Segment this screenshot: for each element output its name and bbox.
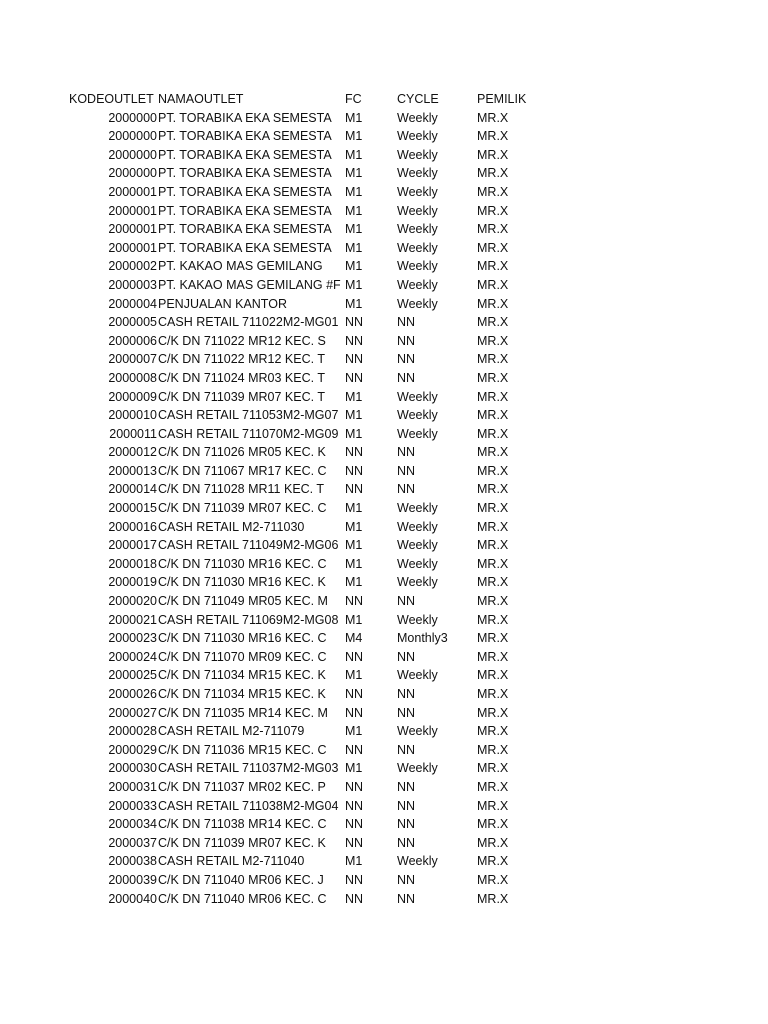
cell-fc[interactable]: M1 [345,259,363,274]
cell-kodeoutlet[interactable]: 2000030 [108,761,157,776]
cell-fc[interactable]: NN [345,352,364,367]
cell-kodeoutlet[interactable]: 2000018 [108,556,157,571]
cell-namaoutlet[interactable]: C/K DN 711035 MR14 KEC. M [158,705,328,720]
cell-pemilik[interactable]: MR.X [477,352,509,367]
cell-pemilik[interactable]: MR.X [477,519,509,534]
cell-pemilik[interactable]: MR.X [477,315,509,330]
cell-fc[interactable]: NN [345,742,364,757]
cell-fc[interactable]: M1 [345,501,363,516]
cell-cycle[interactable]: Weekly [397,184,438,199]
cell-namaoutlet[interactable]: C/K DN 711030 MR16 KEC. K [158,575,326,590]
table-row [0,797,557,816]
table-row [0,462,557,481]
cell-pemilik[interactable]: MR.X [477,779,509,794]
cell-pemilik[interactable]: MR.X [477,612,509,627]
cell-namaoutlet[interactable]: PT. TORABIKA EKA SEMESTA [158,110,332,125]
table-row [0,295,557,314]
cell-kodeoutlet[interactable]: 2000007 [108,352,157,367]
cell-pemilik[interactable]: MR.X [477,110,509,125]
cell-pemilik[interactable]: MR.X [477,817,509,832]
cell-cycle[interactable]: Weekly [397,259,438,274]
cell-namaoutlet[interactable]: PENJUALAN KANTOR [158,296,287,311]
cell-namaoutlet[interactable]: C/K DN 711040 MR06 KEC. C [158,891,327,906]
cell-cycle[interactable]: Weekly [397,556,438,571]
cell-pemilik[interactable]: MR.X [477,222,509,237]
table-row [0,369,557,388]
cell-namaoutlet[interactable]: CASH RETAIL M2-711079 [158,724,305,739]
cell-pemilik[interactable]: MR.X [477,463,509,478]
cell-pemilik[interactable]: MR.X [477,687,509,701]
table-row [0,536,557,555]
cell-namaoutlet[interactable]: PT. TORABIKA EKA SEMESTA [158,147,332,162]
cell-pemilik[interactable]: MR.X [477,203,509,218]
table-row [0,815,557,834]
cell-namaoutlet[interactable]: PT. TORABIKA EKA SEMESTA [158,129,332,144]
cell-kodeoutlet[interactable]: 2000021 [108,612,157,627]
cell-kodeoutlet[interactable]: 2000014 [108,482,157,497]
cell-fc[interactable]: M1 [345,556,363,571]
cell-namaoutlet[interactable]: CASH RETAIL 711038M2-MG04 [158,798,339,813]
cell-namaoutlet[interactable]: C/K DN 711030 MR16 KEC. C [158,631,327,646]
cell-cycle[interactable]: NN [397,315,416,330]
cell-kodeoutlet[interactable]: 2000009 [108,389,157,404]
cell-kodeoutlet[interactable]: 2000020 [108,594,157,609]
table-row [0,220,557,239]
cell-pemilik[interactable]: MR.X [477,742,509,757]
table-row [0,332,557,351]
cell-cycle[interactable]: Weekly [397,203,438,218]
cell-kodeoutlet[interactable]: 2000004 [108,296,157,311]
table-row [0,109,557,128]
cell-cycle[interactable]: NN [397,463,416,478]
cell-fc[interactable]: NN [345,687,364,701]
cell-namaoutlet[interactable]: CASH RETAIL 711069M2-MG08 [158,612,339,627]
cell-pemilik[interactable]: MR.X [477,129,509,144]
cell-fc[interactable]: NN [345,482,364,497]
table-row [0,406,557,425]
table-row [0,257,557,276]
cell-kodeoutlet[interactable]: 2000012 [108,445,157,460]
table-row [0,629,557,648]
cell-pemilik[interactable]: MR.X [477,389,509,404]
cell-cycle[interactable]: NN [397,352,416,367]
cell-kodeoutlet[interactable]: 2000016 [108,519,157,534]
table-row [0,239,557,258]
cell-fc[interactable]: M1 [345,761,363,776]
cell-fc[interactable]: M1 [345,147,363,162]
cell-pemilik[interactable]: MR.X [477,370,509,385]
cell-pemilik[interactable]: MR.X [477,649,509,664]
table-row [0,425,557,444]
cell-kodeoutlet[interactable]: 2000001 [108,240,157,255]
cell-cycle[interactable]: NN [397,687,416,701]
cell-kodeoutlet[interactable]: 2000039 [108,872,157,887]
cell-fc[interactable]: M1 [345,389,363,404]
cell-pemilik[interactable]: MR.X [477,426,509,441]
cell-cycle[interactable]: Weekly [397,519,438,534]
cell-fc[interactable]: NN [345,594,364,609]
cell-namaoutlet[interactable]: C/K DN 711038 MR14 KEC. C [158,817,327,832]
cell-cycle[interactable]: NN [397,594,416,609]
table-row [0,685,557,704]
cell-cycle[interactable]: NN [397,333,416,348]
table-row [0,127,557,146]
cell-kodeoutlet[interactable]: 2000000 [108,110,157,125]
cell-fc[interactable]: M1 [345,426,363,441]
cell-pemilik[interactable]: MR.X [477,445,509,460]
cell-fc[interactable]: NN [345,891,364,906]
cell-namaoutlet[interactable]: C/K DN 711070 MR09 KEC. C [158,649,327,664]
cell-kodeoutlet[interactable]: 2000000 [108,129,157,144]
cell-pemilik[interactable]: MR.X [477,724,509,739]
cell-namaoutlet[interactable]: PT. KAKAO MAS GEMILANG #F [158,277,341,292]
cell-fc[interactable]: NN [345,649,364,664]
cell-fc[interactable]: NN [345,817,364,832]
cell-kodeoutlet[interactable]: 2000002 [108,259,157,274]
cell-cycle[interactable]: Monthly3 [397,631,448,646]
table-row [0,871,557,890]
cell-cycle[interactable]: NN [397,705,416,720]
cell-cycle[interactable]: Weekly [397,575,438,590]
cell-kodeoutlet[interactable]: 2000000 [108,147,157,162]
cell-namaoutlet[interactable]: CASH RETAIL 711049M2-MG06 [158,538,339,553]
table-row [0,183,557,202]
cell-kodeoutlet[interactable]: 2000003 [108,277,157,292]
cell-cycle[interactable]: Weekly [397,408,438,423]
table-row [0,350,557,369]
cell-cycle[interactable]: NN [397,779,416,794]
table-row [0,480,557,499]
cell-cycle[interactable]: Weekly [397,129,438,144]
cell-pemilik[interactable]: MR.X [477,147,509,162]
cell-cycle[interactable]: NN [397,482,416,497]
cell-kodeoutlet[interactable]: 2000025 [108,668,157,683]
table-row [0,555,557,574]
cell-namaoutlet[interactable]: C/K DN 711022 MR12 KEC. S [158,333,326,348]
cell-pemilik[interactable]: MR.X [477,277,509,292]
cell-cycle[interactable]: Weekly [397,668,438,683]
cell-cycle[interactable]: NN [397,872,416,887]
table-row [0,443,557,462]
cell-cycle[interactable]: Weekly [397,761,438,776]
cell-cycle[interactable]: Weekly [397,538,438,553]
cell-fc[interactable]: NN [345,872,364,887]
cell-fc[interactable]: NN [345,779,364,794]
cell-pemilik[interactable]: MR.X [477,259,509,274]
cell-fc[interactable]: M1 [345,203,363,218]
cell-cycle[interactable]: NN [397,742,416,757]
cell-pemilik[interactable]: MR.X [477,556,509,571]
table-row [0,852,557,871]
table-row [0,648,557,667]
cell-kodeoutlet[interactable]: 2000028 [108,724,157,739]
table-body [0,109,557,909]
cell-namaoutlet[interactable]: C/K DN 711030 MR16 KEC. C [158,556,327,571]
cell-kodeoutlet[interactable]: 2000013 [108,463,157,478]
cell-kodeoutlet[interactable]: 2000000 [108,166,157,181]
table-row [0,611,557,630]
cell-cycle[interactable]: Weekly [397,612,438,627]
cell-pemilik[interactable]: MR.X [477,668,509,683]
cell-fc[interactable]: NN [345,463,364,478]
cell-namaoutlet[interactable]: PT. TORABIKA EKA SEMESTA [158,240,332,255]
cell-namaoutlet[interactable]: CASH RETAIL 711022M2-MG01 [158,315,339,330]
cell-fc[interactable]: M1 [345,724,363,739]
cell-namaoutlet[interactable]: C/K DN 711067 MR17 KEC. C [158,463,327,478]
cell-namaoutlet[interactable]: CASH RETAIL M2-711040 [158,854,305,869]
cell-pemilik[interactable]: MR.X [477,184,509,199]
cell-fc[interactable]: NN [345,835,364,850]
cell-cycle[interactable]: Weekly [397,222,438,237]
cell-namaoutlet[interactable]: C/K DN 711039 MR07 KEC. T [158,389,325,404]
cell-cycle[interactable]: Weekly [397,240,438,255]
cell-cycle[interactable]: Weekly [397,166,438,181]
table-row [0,164,557,183]
table-row [0,834,557,853]
cell-cycle[interactable]: Weekly [397,426,438,441]
cell-kodeoutlet[interactable]: 2000023 [108,631,157,646]
cell-namaoutlet[interactable]: PT. TORABIKA EKA SEMESTA [158,222,332,237]
cell-cycle[interactable]: Weekly [397,501,438,516]
cell-namaoutlet[interactable]: PT. TORABIKA EKA SEMESTA [158,184,332,199]
cell-namaoutlet[interactable]: PT. KAKAO MAS GEMILANG [158,259,323,274]
table-row [0,666,557,685]
cell-kodeoutlet[interactable]: 2000015 [108,501,157,516]
cell-pemilik[interactable]: MR.X [477,631,509,646]
cell-pemilik[interactable]: MR.X [477,296,509,311]
cell-cycle[interactable]: NN [397,445,416,460]
cell-pemilik[interactable]: MR.X [477,333,509,348]
cell-pemilik[interactable]: MR.X [477,501,509,516]
cell-fc[interactable]: NN [345,445,364,460]
cell-cycle[interactable]: NN [397,370,416,385]
cell-kodeoutlet[interactable]: 2000010 [108,408,157,423]
cell-kodeoutlet[interactable]: 2000029 [108,742,157,757]
cell-kodeoutlet[interactable]: 2000040 [108,891,157,906]
cell-cycle[interactable]: Weekly [397,296,438,311]
cell-fc[interactable]: NN [345,705,364,720]
cell-fc[interactable]: M1 [345,854,363,869]
cell-namaoutlet[interactable]: C/K DN 711034 MR15 KEC. K [158,687,326,701]
cell-pemilik[interactable]: MR.X [477,835,509,850]
cell-cycle[interactable]: NN [397,817,416,832]
table-row [0,518,557,537]
cell-fc[interactable]: NN [345,798,364,813]
table-row [0,499,557,518]
cell-namaoutlet[interactable]: C/K DN 711040 MR06 KEC. J [158,872,324,887]
cell-namaoutlet[interactable]: C/K DN 711026 MR05 KEC. K [158,445,326,460]
cell-namaoutlet[interactable]: C/K DN 711036 MR15 KEC. C [158,742,327,757]
table-row [0,313,557,332]
cell-fc[interactable]: M1 [345,166,363,181]
cell-fc[interactable]: M1 [345,296,363,311]
cell-pemilik[interactable]: MR.X [477,891,509,906]
cell-pemilik[interactable]: MR.X [477,854,509,869]
cell-fc[interactable]: NN [345,370,364,385]
cell-kodeoutlet[interactable]: 2000017 [108,538,157,553]
cell-kodeoutlet[interactable]: 2000034 [108,817,157,832]
cell-cycle[interactable]: Weekly [397,724,438,739]
cell-cycle[interactable]: NN [397,835,416,850]
cell-pemilik[interactable]: MR.X [477,538,509,553]
header-cycle[interactable]: CYCLE [397,92,439,106]
cell-kodeoutlet[interactable]: 2000008 [108,370,157,385]
table-row [0,722,557,741]
cell-pemilik[interactable]: MR.X [477,872,509,887]
cell-kodeoutlet[interactable]: 2000033 [108,798,157,813]
table-row [0,592,557,611]
cell-pemilik[interactable]: MR.X [477,761,509,776]
cell-pemilik[interactable]: MR.X [477,166,509,181]
cell-pemilik[interactable]: MR.X [477,594,509,609]
cell-kodeoutlet[interactable]: 2000027 [108,705,157,720]
cell-kodeoutlet[interactable]: 2000037 [108,835,157,850]
cell-fc[interactable]: M1 [345,184,363,199]
table-row [0,704,557,723]
cell-pemilik[interactable]: MR.X [477,240,509,255]
cell-namaoutlet[interactable]: CASH RETAIL 711070M2-MG09 [158,426,339,441]
cell-kodeoutlet[interactable]: 2000006 [108,333,157,348]
cell-cycle[interactable]: Weekly [397,389,438,404]
cell-namaoutlet[interactable]: C/K DN 711028 MR11 KEC. T [158,482,325,497]
cell-kodeoutlet[interactable]: 2000001 [108,203,157,218]
table-row [0,276,557,295]
cell-pemilik[interactable]: MR.X [477,482,509,497]
cell-namaoutlet[interactable]: CASH RETAIL M2-711030 [158,519,305,534]
cell-kodeoutlet[interactable]: 2000001 [108,184,157,199]
cell-kodeoutlet[interactable]: 2000024 [108,649,157,664]
cell-fc[interactable]: M1 [345,129,363,144]
cell-kodeoutlet[interactable]: 2000038 [108,854,157,869]
cell-kodeoutlet[interactable]: 2000026 [108,687,157,701]
cell-namaoutlet[interactable]: C/K DN 711049 MR05 KEC. M [158,594,328,609]
cell-cycle[interactable]: NN [397,798,416,813]
cell-kodeoutlet[interactable]: 2000005 [108,315,157,330]
cell-pemilik[interactable]: MR.X [477,705,509,720]
cell-cycle[interactable]: Weekly [397,854,438,869]
cell-namaoutlet[interactable]: C/K DN 711022 MR12 KEC. T [158,352,325,367]
header-fc[interactable]: FC [345,92,362,106]
cell-fc[interactable]: M1 [345,240,363,255]
table-row [0,759,557,778]
cell-fc[interactable]: M1 [345,222,363,237]
cell-namaoutlet[interactable]: PT. TORABIKA EKA SEMESTA [158,203,332,218]
spreadsheet-sheet [0,90,768,908]
cell-pemilik[interactable]: MR.X [477,408,509,423]
cell-namaoutlet[interactable]: C/K DN 711039 MR07 KEC. K [158,835,326,850]
cell-fc[interactable]: M1 [345,668,363,683]
cell-namaoutlet[interactable]: PT. TORABIKA EKA SEMESTA [158,166,332,181]
cell-kodeoutlet[interactable]: 2000001 [108,222,157,237]
table-row [0,146,557,165]
table-row [0,202,557,221]
cell-cycle[interactable]: Weekly [397,110,438,125]
cell-kodeoutlet[interactable]: 2000019 [108,575,157,590]
header-pemilik[interactable]: PEMILIK [477,92,527,106]
cell-pemilik[interactable]: MR.X [477,798,509,813]
cell-fc[interactable]: M1 [345,519,363,534]
outlet-table [0,90,557,908]
table-row [0,573,557,592]
cell-fc[interactable]: M1 [345,408,363,423]
cell-fc[interactable]: M4 [345,631,363,646]
table-row [0,388,557,407]
cell-namaoutlet[interactable]: CASH RETAIL 711053M2-MG07 [158,408,339,423]
cell-namaoutlet[interactable]: C/K DN 711037 MR02 KEC. P [158,779,326,794]
header-namaoutlet[interactable]: NAMAOUTLET [158,92,244,106]
cell-cycle[interactable]: Weekly [397,277,438,292]
header-row [0,90,557,109]
table-row [0,778,557,797]
cell-namaoutlet[interactable]: C/K DN 711024 MR03 KEC. T [158,370,325,385]
cell-fc[interactable]: M1 [345,612,363,627]
cell-kodeoutlet[interactable]: 2000011 [109,426,157,441]
cell-cycle[interactable]: NN [397,891,416,906]
cell-fc[interactable]: M1 [345,110,363,125]
cell-cycle[interactable]: Weekly [397,147,438,162]
table-row [0,890,557,909]
cell-fc[interactable]: M1 [345,575,363,590]
cell-fc[interactable]: NN [345,315,364,330]
cell-cycle[interactable]: NN [397,649,416,664]
table-row [0,741,557,760]
header-kodeoutlet[interactable]: KODEOUTLET [69,92,154,106]
cell-kodeoutlet[interactable]: 2000031 [108,779,157,794]
cell-fc[interactable]: NN [345,333,364,348]
cell-fc[interactable]: M1 [345,538,363,553]
cell-namaoutlet[interactable]: CASH RETAIL 711037M2-MG03 [158,761,339,776]
cell-fc[interactable]: M1 [345,277,363,292]
cell-namaoutlet[interactable]: C/K DN 711034 MR15 KEC. K [158,668,326,683]
cell-namaoutlet[interactable]: C/K DN 711039 MR07 KEC. C [158,501,327,516]
cell-pemilik[interactable]: MR.X [477,575,509,590]
